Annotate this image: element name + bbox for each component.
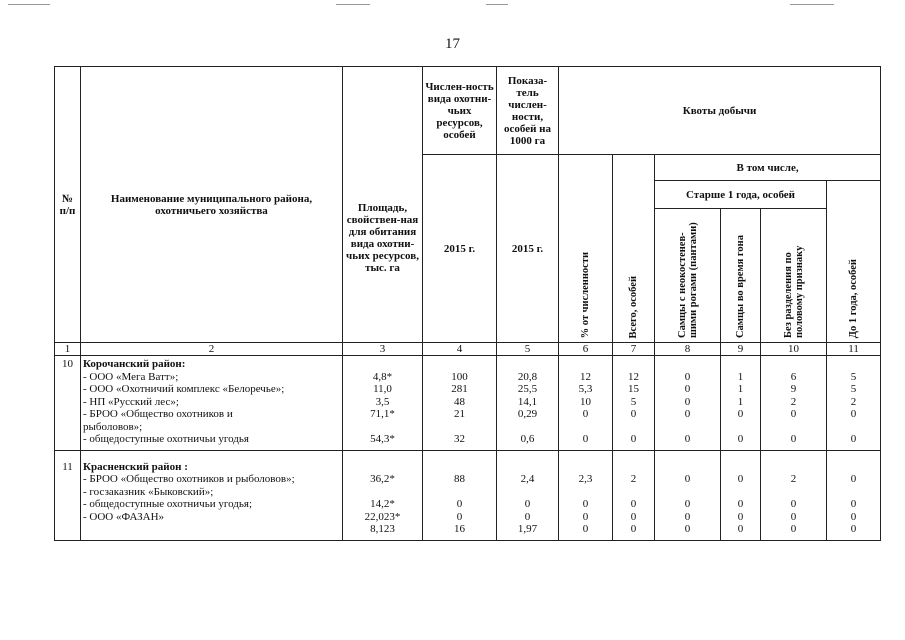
total-cell — [613, 356, 655, 451]
col-num: 9 — [721, 343, 761, 356]
count-value: 88 — [454, 473, 465, 485]
col-num: 4 — [423, 343, 497, 356]
header-no: № п/п — [55, 67, 81, 343]
entry-name: - ООО «Мега Ватт»; — [83, 370, 179, 383]
count-value: 16 — [454, 523, 465, 535]
c10-cell — [761, 356, 827, 451]
col-num: 1 — [55, 343, 81, 356]
pct-value: 0 — [582, 510, 589, 523]
district-entries — [81, 459, 343, 541]
count-value: 281 — [451, 383, 468, 395]
header-total-cell — [613, 155, 655, 343]
col-num: 6 — [559, 343, 613, 356]
pct-cell — [559, 356, 613, 451]
total-value: 0 — [630, 498, 637, 510]
c11-cell — [827, 459, 881, 541]
c8-value: 0 — [684, 383, 691, 395]
entry-name: - госзаказник «Быковский»; — [83, 485, 214, 498]
header-males-season-cell — [721, 209, 761, 343]
top-rule-right — [790, 4, 834, 5]
district-title: Красненский район : — [83, 460, 188, 473]
total-value: 15 — [628, 383, 639, 395]
header-quotas: Квоты добычи — [559, 67, 881, 155]
density-value: 1,97 — [517, 523, 538, 535]
header-incl: В том числе, — [655, 155, 881, 181]
c11-value: 0 — [850, 408, 857, 420]
area-value: 4,8* — [372, 370, 393, 383]
header-males-unossified: Самцы с неокостенев-шими рогами (пантами) — [676, 222, 699, 338]
c11-value: 0 — [850, 523, 857, 535]
c9-value: 1 — [737, 370, 744, 383]
c11-value: 0 — [850, 433, 857, 445]
block-separator — [55, 450, 881, 459]
c8-value: 0 — [684, 473, 691, 485]
entry-name: - общедоступные охотничьи угодья — [83, 433, 249, 445]
density-value: 20,8 — [517, 370, 538, 383]
c8-value: 0 — [684, 523, 691, 535]
count-value: 0 — [456, 510, 463, 523]
district-entries — [81, 356, 343, 451]
c8-value: 0 — [684, 510, 691, 523]
col-num: 11 — [827, 343, 881, 356]
pct-value: 0 — [582, 433, 589, 445]
density-value: 25,5 — [517, 383, 538, 395]
c10-value: 0 — [790, 408, 797, 420]
count-cell — [423, 356, 497, 451]
c10-value: 9 — [790, 383, 797, 395]
pct-cell — [559, 459, 613, 541]
total-value: 0 — [630, 510, 637, 523]
pct-value: 5,3 — [578, 383, 593, 395]
total-value: 5 — [630, 395, 637, 408]
row-number: 11 — [55, 459, 81, 541]
area-value: 14,2* — [370, 498, 395, 510]
header-under1-cell — [827, 181, 881, 343]
c10-value: 0 — [790, 433, 797, 445]
density-value: 0 — [524, 510, 531, 523]
district-block-10 — [55, 356, 881, 451]
density-cell — [497, 356, 559, 451]
pct-value: 12 — [580, 370, 591, 383]
col-num: 2 — [81, 343, 343, 356]
c8-cell — [655, 459, 721, 541]
c10-value: 0 — [790, 510, 797, 523]
top-rule-mid1 — [336, 4, 370, 5]
column-numbers-row — [55, 343, 881, 356]
c8-value: 0 — [684, 395, 691, 408]
col-num: 10 — [761, 343, 827, 356]
header-total: Всего, особей — [628, 275, 639, 338]
entry-name: - НП «Русский лес»; — [83, 395, 179, 408]
total-value: 12 — [628, 370, 639, 383]
c9-value: 0 — [737, 408, 744, 420]
header-older: Старше 1 года, особей — [655, 181, 827, 209]
c9-value: 1 — [737, 395, 744, 408]
area-value: 22,023* — [364, 510, 401, 523]
c9-value: 0 — [737, 523, 744, 535]
c11-value: 5 — [850, 383, 857, 395]
total-value: 2 — [630, 473, 637, 485]
col-num: 8 — [655, 343, 721, 356]
c9-cell — [721, 459, 761, 541]
area-cell — [343, 356, 423, 451]
pct-value: 2,3 — [578, 473, 593, 485]
header-year-count: 2015 г. — [423, 155, 497, 343]
header-pct: % от численности — [580, 251, 591, 338]
header-count: Числен-ность вида охотни-чьих ресурсов, особей — [423, 67, 497, 155]
area-value: 11,0 — [373, 383, 392, 395]
count-value: 0 — [456, 498, 463, 510]
c8-value: 0 — [684, 370, 691, 383]
c9-cell — [721, 356, 761, 451]
top-rule-left — [8, 4, 50, 5]
col-num: 7 — [613, 343, 655, 356]
header-males-season: Самцы во время гона — [735, 234, 746, 338]
header-males-unossified-cell — [655, 209, 721, 343]
district-title: Корочанский район: — [83, 358, 186, 370]
header-year-density: 2015 г. — [497, 155, 559, 343]
c8-value: 0 — [684, 408, 691, 420]
top-rule-mid2 — [486, 4, 508, 5]
pct-value: 0 — [582, 523, 589, 535]
header-no-sex-cell — [761, 209, 827, 343]
header-pct-cell — [559, 155, 613, 343]
c10-cell — [761, 459, 827, 541]
entry-name: - ООО «Охотничий комплекс «Белоречье»; — [83, 383, 285, 395]
c9-value: 0 — [737, 473, 744, 485]
district-block-11 — [55, 459, 881, 541]
pct-value: 0 — [582, 498, 589, 510]
entry-name: - ООО «ФАЗАН» — [83, 510, 165, 523]
total-value: 0 — [630, 433, 637, 445]
page-number: 17 — [445, 36, 460, 52]
c10-value: 2 — [790, 473, 797, 485]
area-value: 71,1* — [370, 408, 395, 420]
c9-value: 1 — [737, 383, 744, 395]
header-under1: До 1 года, особей — [848, 258, 860, 338]
area-cell — [343, 459, 423, 541]
header-density: Показа-тель числен-ности, особей на 1000 га — [497, 67, 559, 155]
c9-value: 0 — [737, 433, 744, 445]
density-value: 0,6 — [520, 433, 535, 445]
header-no-sex: Без разделения по половому признаку — [782, 245, 805, 338]
area-value: 8,123 — [370, 523, 395, 535]
entry-name: - БРОО «Общество охотников и рыболовов»; — [83, 473, 295, 485]
total-value: 0 — [630, 408, 637, 420]
pct-value: 0 — [582, 408, 589, 420]
c11-value: 5 — [850, 370, 857, 383]
header-area: Площадь, свойствен-ная для обитания вида охотни-чьих ресурсов, тыс. га — [343, 67, 423, 343]
density-value: 0 — [524, 498, 531, 510]
c11-value: 0 — [850, 473, 857, 485]
col-num: 3 — [343, 343, 423, 356]
density-cell — [497, 459, 559, 541]
col-num: 5 — [497, 343, 559, 356]
c11-cell — [827, 356, 881, 451]
entry-name: - БРОО «Общество охотников и рыболовов»; — [83, 408, 233, 433]
c10-value: 0 — [790, 523, 797, 535]
count-cell — [423, 459, 497, 541]
pct-value: 10 — [580, 395, 591, 408]
c10-value: 6 — [790, 370, 797, 383]
count-value: 48 — [454, 395, 465, 408]
c10-value: 2 — [790, 395, 797, 408]
count-value: 100 — [451, 370, 468, 383]
c8-value: 0 — [684, 433, 691, 445]
c9-value: 0 — [737, 510, 744, 523]
c11-value: 2 — [850, 395, 857, 408]
c8-value: 0 — [684, 498, 691, 510]
area-value: 3,5 — [375, 395, 390, 408]
total-value: 0 — [630, 523, 637, 535]
density-value: 14,1 — [517, 395, 538, 408]
area-value: 36,2* — [370, 473, 395, 485]
quota-table — [54, 66, 881, 541]
area-value: 54,3* — [370, 433, 395, 445]
c11-value: 0 — [850, 498, 857, 510]
c10-value: 0 — [790, 498, 797, 510]
density-value: 0,29 — [517, 408, 538, 420]
entry-name: - общедоступные охотничьи угодья; — [83, 498, 253, 510]
count-value: 32 — [454, 433, 465, 445]
total-cell — [613, 459, 655, 541]
header-name: Наименование муниципального района, охотничьего хозяйства — [81, 67, 343, 343]
count-value: 21 — [454, 408, 465, 420]
row-number: 10 — [55, 356, 81, 451]
density-value: 2,4 — [520, 473, 535, 485]
c8-cell — [655, 356, 721, 451]
c11-value: 0 — [850, 510, 857, 523]
c9-value: 0 — [737, 498, 744, 510]
